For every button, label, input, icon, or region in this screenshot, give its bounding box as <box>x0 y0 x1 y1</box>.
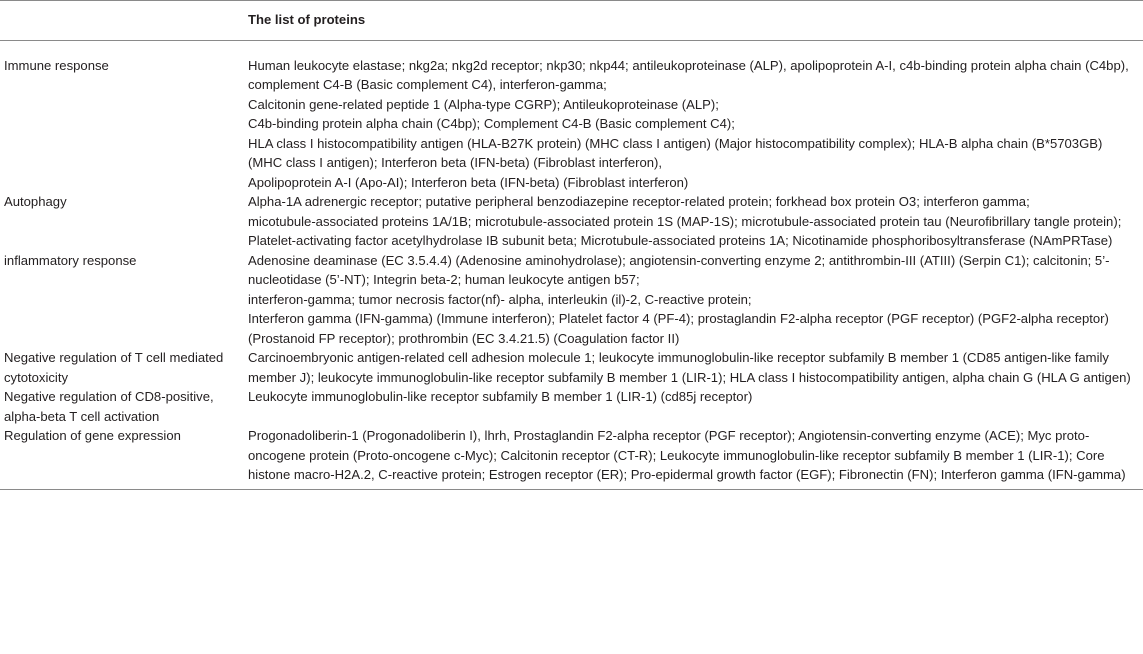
protein-line: Carcinoembryonic antigen-related cell adhesion molecule 1; leukocyte immunoglobulin-like receptor subfamily B member 1 (CD85 antigen-like family member J); leukocyte immunoglobulin-like receptor subfamily B member 1 (LIR-1); HLA class I histocompatibility antigen, alpha chain G (HLA G antigen) <box>248 350 1131 385</box>
header-proteins: The list of proteins <box>248 12 366 27</box>
row-category: Immune response <box>4 57 109 73</box>
row-proteins <box>246 251 1143 349</box>
table-header-row <box>0 0 1143 40</box>
protein-line: interferon-gamma; tumor necrosis factor(nf)- alpha, interleukin (il)-2, C-reactive protein; <box>248 291 752 307</box>
table-row <box>0 426 1143 489</box>
row-proteins <box>246 40 1143 192</box>
table-row <box>0 251 1143 349</box>
row-category: Negative regulation of T cell mediated cytotoxicity <box>4 350 224 385</box>
table-row <box>0 40 1143 192</box>
row-proteins <box>246 426 1143 489</box>
table-row <box>0 348 1143 387</box>
row-category: Autophagy <box>4 194 67 209</box>
protein-line: Alpha-1A adrenergic receptor; putative peripheral benzodiazepine receptor-related protein; forkhead box protein O3; interferon gamma; <box>248 194 1030 209</box>
row-proteins <box>246 387 1143 426</box>
protein-line: micotubule-associated proteins 1A/1B; microtubule-associated protein 1S (MAP-1S); microtubule-associated protein tau (Neurofibrillary tangle protein); Platelet-activating factor acetylhydrolase IB subunit beta; Microtubule-associated proteins 1A; Nicotinamide phosphoribosyltransferase (NAmPRTase) <box>248 213 1122 248</box>
protein-line: Leukocyte immunoglobulin-like receptor subfamily B member 1 (LIR-1) (cd85j receptor) <box>248 389 753 404</box>
table-row <box>0 387 1143 426</box>
protein-line: Human leukocyte elastase; nkg2a; nkg2d receptor; nkp30; nkp44; antileukoproteinase (ALP), apolipoprotein A-I, c4b-binding protein alpha chain (C4bp), complement C4-B (Basic complement C4), interferon-gamma; <box>248 57 1129 92</box>
table-top-rule <box>0 0 1143 1</box>
protein-line: Adenosine deaminase (EC 3.5.4.4) (Adenosine aminohydrolase); angiotensin-converting enzyme 2; antithrombin-III (ATIII) (Serpin C1); calcitonin; 5’-nucleotidase (5’-NT); Integrin beta-2; human leukocyte antigen b57; <box>248 252 1110 287</box>
row-proteins <box>246 192 1143 251</box>
header-category <box>0 0 246 40</box>
table-row <box>0 192 1143 251</box>
protein-line: HLA class I histocompatibility antigen (HLA-B27K protein) (MHC class I antigen) (Major histocompatibility complex); HLA-B alpha chain (B*5703GB) (MHC class I antigen); Interferon beta (IFN-beta) (Fibroblast interferon), <box>248 135 1103 170</box>
row-category: inflammatory response <box>4 252 137 268</box>
protein-line: C4b-binding protein alpha chain (C4bp); Complement C4-B (Basic complement C4); <box>248 116 735 131</box>
protein-line: Calcitonin gene-related peptide 1 (Alpha-type CGRP); Antileukoproteinase (ALP); <box>248 96 719 112</box>
row-proteins <box>246 348 1143 387</box>
row-category: Regulation of gene expression <box>4 428 181 443</box>
protein-line: Progonadoliberin-1 (Progonadoliberin I), lhrh, Prostaglandin F2-alpha receptor (PGF receptor); Angiotensin-converting enzyme (ACE); Myc proto-oncogene protein (Proto-oncogene c-Myc); Calcitonin receptor (CT-R); Leukocyte immunoglobulin-like receptor subfamily B member 1 (LIR-1); Core histone macro-H2A.2, C-reactive protein; Estrogen receptor (ER); Pro-epidermal growth factor (EGF); Fibronectin (FN); Interferon gamma (IFN-gamma) <box>248 428 1126 482</box>
row-category: Negative regulation of CD8-positive, alpha-beta T cell activation <box>4 389 214 424</box>
protein-line: Interferon gamma (IFN-gamma) (Immune interferon); Platelet factor 4 (PF-4); prostaglandin F2-alpha receptor (PGF receptor) (PGF2-alpha receptor) (Prostanoid FP receptor); prothrombin (EC 3.4.21.5) (Coagulation factor II) <box>248 311 1109 346</box>
protein-line: Apolipoprotein A-I (Apo-AI); Interferon beta (IFN-beta) (Fibroblast interferon) <box>248 174 689 190</box>
